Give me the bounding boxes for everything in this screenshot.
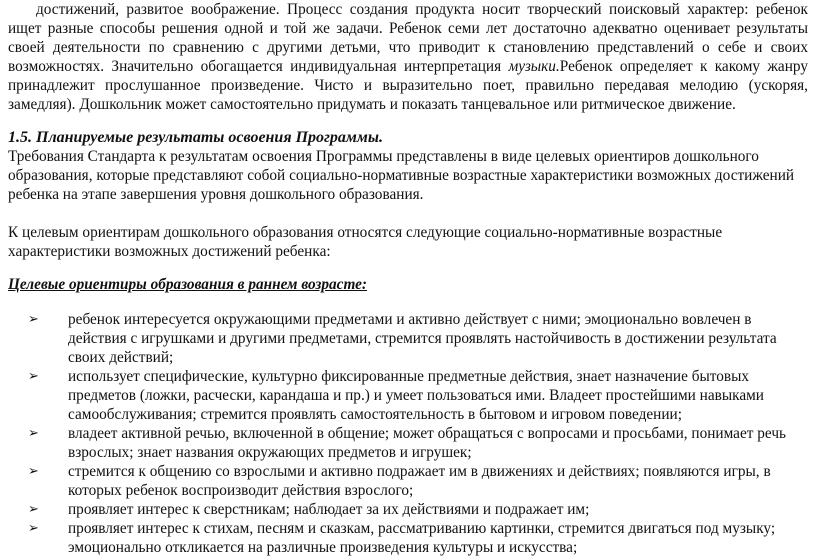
bullet-arrow-icon: ➢: [28, 464, 39, 479]
list-item-text: использует специфические, культурно фиксированные предметные действия, знает назначение бытовых предметов (ложки, расчески, карандаша и пр.) и умеет пользоваться ими. Владеет простейшими навыками самообслуживания; стремится проявлять самостоятельность в бытовом и игровом поведении;: [68, 368, 764, 423]
section-paragraph-2: К целевым ориентирам дошкольного образования относятся следующие социально-нормативные возрастные характеристики возможных достижений ребенка:: [8, 224, 723, 260]
bullet-arrow-icon: ➢: [28, 521, 39, 536]
list-item: [8, 462, 808, 500]
list-item-text: ребенок интересуется окружающими предметами и активно действует с ними; эмоционально вовлечен в действия с игрушками и другими предметами, стремится проявлять настойчивость в достижении результата своих действий;: [68, 311, 777, 366]
section-heading: 1.5. Планируемые результаты освоения Программы.: [8, 129, 383, 146]
bullet-arrow-icon: ➢: [28, 426, 39, 441]
intro-text-after: Ребенок определяет к какому жанру принадлежит прослушанное произведение. Чисто и выразительно поет, правильно передавая мелодию (ускоряя, замедляя). Дошкольник может самостоятельно придумать и показать танцевальное или ритмическое движение.: [8, 58, 808, 113]
list-item: [8, 367, 808, 424]
early-age-list: [8, 310, 808, 557]
list-item-text: владеет активной речью, включенной в общение; может обращаться с вопросами и просьбами, понимает речь взрослых; знает названия окружающих предметов и игрушек;: [68, 425, 786, 461]
early-age-heading: Целевые ориентиры образования в раннем возрасте:: [8, 276, 368, 293]
intro-text-before: достижений, развитое воображение. Процесс создания продукта носит творческий поисковый характер: ребенок ищет разные способы решения одной и той же задачи. Ребенок семи лет достаточно адекватно оценивает результаты своей деятельности по сравнению с другими детьми, что приводит к становлению представлений о себе и своих возможностях. Значительно обогащается индивидуальная интерпретация: [8, 1, 808, 75]
bullet-arrow-icon: ➢: [28, 502, 39, 517]
bullet-arrow-icon: ➢: [28, 312, 39, 327]
list-item: [8, 519, 808, 557]
intro-paragraph: [8, 0, 808, 114]
list-item: [8, 310, 808, 367]
intro-italic-word: музыки.: [508, 58, 560, 75]
section-paragraph-1: Требования Стандарта к результатам освоения Программы представлены в виде целевых ориентиров дошкольного образования, которые представляют собой социально-нормативные возрастные характеристики возможных достижений ребенка на этапе завершения уровня дошкольного образования.: [8, 148, 795, 203]
list-item: [8, 424, 808, 462]
bullet-arrow-icon: ➢: [28, 369, 39, 384]
list-item-text: проявляет интерес к стихам, песням и сказкам, рассматриванию картинки, стремится двигаться под музыку; эмоционально откликается на различные произведения культуры и искусства;: [68, 520, 776, 556]
list-item-text: стремится к общению со взрослыми и активно подражает им в движениях и действиях; появляются игры, в которых ребенок воспроизводит действия взрослого;: [68, 463, 771, 499]
list-item-text: проявляет интерес к сверстникам; наблюдает за их действиями и подражает им;: [68, 501, 590, 518]
list-item: [8, 500, 808, 519]
